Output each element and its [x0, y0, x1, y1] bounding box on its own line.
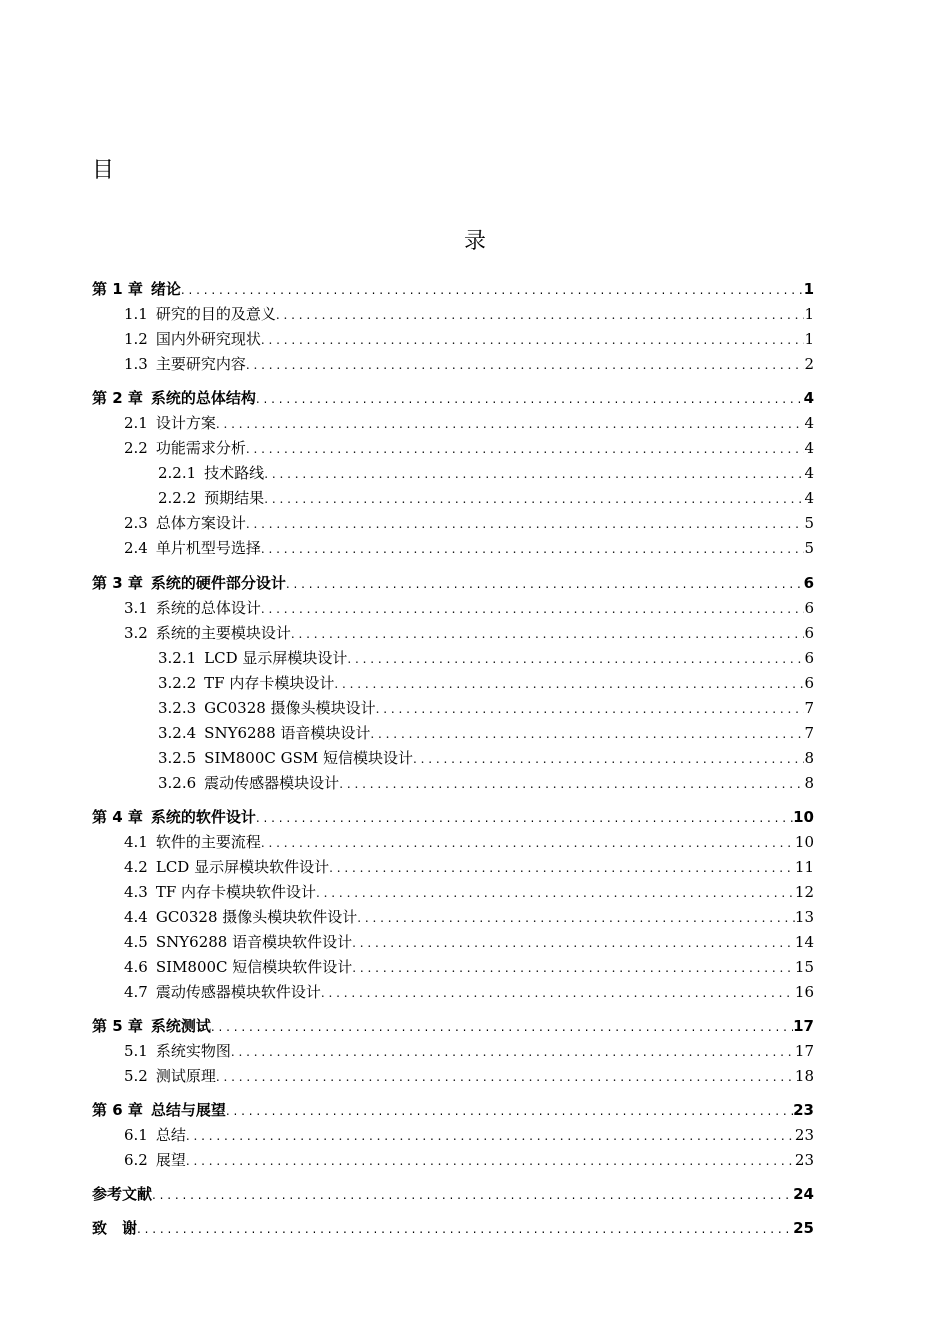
toc-leader-dots — [347, 647, 804, 671]
toc-leader-dots — [186, 1149, 795, 1173]
toc-entry-section[interactable] — [124, 980, 814, 1005]
toc-entry-title: 系统实物图 — [155, 1042, 231, 1060]
toc-entry-number: 3.2.4 — [158, 724, 197, 742]
toc-entry-page: 1 — [803, 280, 814, 298]
toc-entry-number: 2.4 — [124, 539, 148, 557]
toc-entry-page: 12 — [794, 883, 814, 901]
toc-entry-section[interactable] — [124, 1123, 814, 1148]
toc-entry-chapter[interactable] — [92, 1014, 814, 1039]
toc-leader-dots — [261, 597, 805, 621]
toc-leader-dots — [352, 931, 795, 955]
toc-entry-subsection[interactable] — [158, 696, 814, 721]
toc-entry-page: 18 — [794, 1067, 814, 1085]
toc-entry-page: 4 — [804, 439, 814, 457]
toc-entry-section[interactable] — [124, 352, 814, 377]
toc-entry-number: 第 3 章 — [92, 574, 143, 592]
toc-entry-title: TF 内存卡模块设计 — [204, 674, 335, 692]
toc-entry-section[interactable] — [124, 830, 814, 855]
toc-title-bottom: 录 — [463, 229, 486, 254]
toc-entry-title: 总结与展望 — [150, 1101, 226, 1119]
toc-entry-number: 6.1 — [124, 1126, 148, 1144]
toc-entry-number: 第 1 章 — [92, 280, 143, 298]
toc-leader-dots — [357, 906, 795, 930]
toc-entry-section[interactable] — [124, 930, 814, 955]
toc-entry-title: SIM800C GSM 短信模块设计 — [204, 749, 413, 767]
toc-entry-title: 研究的目的及意义 — [155, 305, 276, 323]
toc-entry-page: 13 — [794, 908, 814, 926]
toc-entry-section[interactable] — [124, 596, 814, 621]
toc-entry-page: 6 — [804, 674, 814, 692]
toc-entry-number: 2.1 — [124, 414, 148, 432]
toc-entry-title: 参考文献 — [92, 1185, 153, 1203]
toc-entry-title: 展望 — [155, 1151, 186, 1169]
toc-leader-dots — [211, 1015, 793, 1039]
toc-entry-title: GC0328 摄像头模块设计 — [204, 699, 376, 717]
toc-entry-acknowledgements[interactable] — [92, 1216, 814, 1241]
toc-entry-page: 16 — [794, 983, 814, 1001]
toc-entry-subsection[interactable] — [158, 461, 814, 486]
toc-entry-title: 系统的主要模块设计 — [155, 624, 291, 642]
toc-leader-dots — [246, 437, 805, 461]
toc-entry-page: 14 — [794, 933, 814, 951]
toc-entry-number: 3.1 — [124, 599, 148, 617]
toc-entry-number: 3.2.2 — [158, 674, 197, 692]
toc-leader-dots — [246, 353, 805, 377]
toc-entry-subsection[interactable] — [158, 746, 814, 771]
toc-entry-page: 6 — [804, 649, 814, 667]
toc-entry-title: 软件的主要流程 — [155, 833, 261, 851]
toc-leader-dots — [370, 722, 804, 746]
toc-leader-dots — [256, 387, 804, 411]
toc-entry-number: 2.2 — [124, 439, 148, 457]
toc-entry-page: 17 — [793, 1017, 814, 1035]
toc-entry-subsection[interactable] — [158, 646, 814, 671]
toc-entry-subsection[interactable] — [158, 486, 814, 511]
toc-entry-page: 1 — [804, 330, 814, 348]
toc-leader-dots — [291, 622, 805, 646]
toc-entry-number: 4.1 — [124, 833, 148, 851]
toc-entry-references[interactable] — [92, 1182, 814, 1207]
toc-entry-title: 预期结果 — [204, 489, 265, 507]
toc-entry-page: 15 — [794, 958, 814, 976]
toc-entry-section[interactable] — [124, 302, 814, 327]
toc-entry-number: 2.3 — [124, 514, 148, 532]
toc-entry-chapter[interactable] — [92, 805, 814, 830]
toc-entry-title: 总结 — [155, 1126, 186, 1144]
toc-entry-number: 3.2.5 — [158, 749, 197, 767]
toc-entry-title: LCD 显示屏模块软件设计 — [155, 858, 330, 876]
toc-leader-dots — [152, 1183, 793, 1207]
toc-entry-page: 8 — [804, 774, 814, 792]
toc-entry-section[interactable] — [124, 1148, 814, 1173]
toc-entry-page: 23 — [794, 1126, 814, 1144]
toc-entry-number: 第 4 章 — [92, 808, 143, 826]
toc-entry-section[interactable] — [124, 1064, 814, 1089]
toc-leader-dots — [261, 537, 805, 561]
toc-entry-chapter[interactable] — [92, 571, 814, 596]
toc-leader-dots — [329, 856, 795, 880]
toc-entry-number: 3.2 — [124, 624, 148, 642]
toc-entry-title: 功能需求分析 — [155, 439, 246, 457]
toc-entry-page: 4 — [804, 489, 814, 507]
toc-entry-page: 17 — [794, 1042, 814, 1060]
toc-leader-dots — [413, 747, 804, 771]
toc-entry-page: 6 — [804, 624, 814, 642]
toc-entry-section[interactable] — [124, 905, 814, 930]
toc-entry-number: 5.1 — [124, 1042, 148, 1060]
toc-entry-subsection[interactable] — [158, 671, 814, 696]
toc-entry-page: 4 — [803, 389, 814, 407]
toc-entry-title: 系统的硬件部分设计 — [150, 574, 286, 592]
toc-entry-title: 国内外研究现状 — [155, 330, 261, 348]
toc-entry-title: 绪论 — [150, 280, 181, 298]
toc-entry-section[interactable] — [124, 880, 814, 905]
toc-leader-dots — [264, 487, 804, 511]
toc-leader-dots — [137, 1217, 793, 1241]
toc-entry-title: 致 谢 — [92, 1219, 138, 1237]
toc-entry-page: 6 — [803, 574, 814, 592]
toc-entry-title: 设计方案 — [155, 414, 216, 432]
toc-leader-dots — [352, 956, 795, 980]
toc-leader-dots — [226, 1099, 793, 1123]
toc-entry-title: GC0328 摄像头模块软件设计 — [155, 908, 358, 926]
toc-entry-number: 4.4 — [124, 908, 148, 926]
toc-entry-page: 23 — [793, 1101, 814, 1119]
toc-entry-title: 技术路线 — [204, 464, 265, 482]
toc-entry-number: 1.1 — [124, 305, 148, 323]
toc-entry-title: 系统的总体设计 — [155, 599, 261, 617]
toc-entry-page: 7 — [804, 724, 814, 742]
toc-entry-title: SIM800C 短信模块软件设计 — [155, 958, 353, 976]
toc-entry-page: 10 — [794, 833, 814, 851]
toc-entry-section[interactable] — [124, 955, 814, 980]
toc-leader-dots — [316, 881, 795, 905]
toc-entry-number: 3.2.1 — [158, 649, 197, 667]
toc-entry-title: TF 内存卡模块软件设计 — [155, 883, 317, 901]
toc-entry-title: 主要研究内容 — [155, 355, 246, 373]
toc-entry-section[interactable] — [124, 436, 814, 461]
toc-entry-section[interactable] — [124, 1039, 814, 1064]
toc-entry-number: 第 6 章 — [92, 1101, 143, 1119]
toc-entry-number: 3.2.6 — [158, 774, 197, 792]
toc-entry-number: 2.2.2 — [158, 489, 197, 507]
toc-entry-number: 5.2 — [124, 1067, 148, 1085]
toc-entry-page: 4 — [804, 464, 814, 482]
toc-entry-section[interactable] — [124, 411, 814, 436]
toc-leader-dots — [181, 278, 804, 302]
toc-entry-number: 4.7 — [124, 983, 148, 1001]
toc-leader-dots — [334, 672, 804, 696]
toc-leader-dots — [186, 1124, 795, 1148]
toc-leader-dots — [276, 303, 805, 327]
toc-leader-dots — [256, 806, 793, 830]
toc-entry-page: 10 — [793, 808, 814, 826]
toc-entry-page: 24 — [793, 1185, 814, 1203]
toc-entry-number: 3.2.3 — [158, 699, 197, 717]
toc-title-top: 目 — [92, 158, 115, 183]
toc-entry-title: 系统的总体结构 — [150, 389, 256, 407]
toc-leader-dots — [261, 328, 805, 352]
toc-entry-section[interactable] — [124, 621, 814, 646]
toc-entry-subsection[interactable] — [158, 721, 814, 746]
toc-entry-title: SNY6288 语音模块软件设计 — [155, 933, 353, 951]
toc-entry-section[interactable] — [124, 536, 814, 561]
toc-entry-page: 1 — [804, 305, 814, 323]
toc-leader-dots — [339, 772, 804, 796]
toc-leader-dots — [261, 831, 795, 855]
toc-entry-number: 6.2 — [124, 1151, 148, 1169]
toc-leader-dots — [216, 412, 805, 436]
toc-entry-title: 震动传感器模块设计 — [204, 774, 340, 792]
toc-entry-title: 总体方案设计 — [155, 514, 246, 532]
toc-entry-page: 8 — [804, 749, 814, 767]
toc-entry-title: SNY6288 语音模块设计 — [204, 724, 371, 742]
toc-leader-dots — [216, 1065, 795, 1089]
toc-entry-page: 5 — [804, 514, 814, 532]
toc-entry-section[interactable] — [124, 511, 814, 536]
toc-entry-title: 系统测试 — [150, 1017, 211, 1035]
toc-leader-dots — [376, 697, 805, 721]
toc-entry-section[interactable] — [124, 855, 814, 880]
toc-entry-number: 4.3 — [124, 883, 148, 901]
toc-entry-chapter[interactable] — [92, 1098, 814, 1123]
toc-entry-number: 第 5 章 — [92, 1017, 143, 1035]
toc-leader-dots — [264, 462, 804, 486]
toc-entry-chapter[interactable] — [92, 277, 814, 302]
toc-leader-dots — [286, 572, 804, 596]
toc-entry-page: 11 — [794, 858, 814, 876]
toc-entry-title: LCD 显示屏模块设计 — [204, 649, 348, 667]
toc-leader-dots — [231, 1040, 795, 1064]
toc-entry-number: 4.5 — [124, 933, 148, 951]
toc-entry-page: 4 — [804, 414, 814, 432]
toc-entry-number: 4.6 — [124, 958, 148, 976]
toc-leader-dots — [246, 512, 805, 536]
toc-entry-title: 单片机型号选择 — [155, 539, 261, 557]
toc-entry-title: 系统的软件设计 — [150, 808, 256, 826]
toc-entry-page: 2 — [804, 355, 814, 373]
toc-entry-page: 25 — [793, 1219, 814, 1237]
toc-entry-chapter[interactable] — [92, 386, 814, 411]
toc-entry-number: 1.2 — [124, 330, 148, 348]
toc-entry-page: 5 — [804, 539, 814, 557]
toc-entry-number: 1.3 — [124, 355, 148, 373]
toc-leader-dots — [321, 981, 795, 1005]
toc-entry-page: 7 — [804, 699, 814, 717]
toc-entry-section[interactable] — [124, 327, 814, 352]
toc-entry-title: 震动传感器模块软件设计 — [155, 983, 321, 1001]
toc-entry-page: 23 — [794, 1151, 814, 1169]
toc-entry-number: 2.2.1 — [158, 464, 197, 482]
toc-entry-number: 第 2 章 — [92, 389, 143, 407]
toc-entry-number: 4.2 — [124, 858, 148, 876]
toc-entry-title: 测试原理 — [155, 1067, 216, 1085]
toc-entry-subsection[interactable] — [158, 771, 814, 796]
toc-entry-page: 6 — [804, 599, 814, 617]
